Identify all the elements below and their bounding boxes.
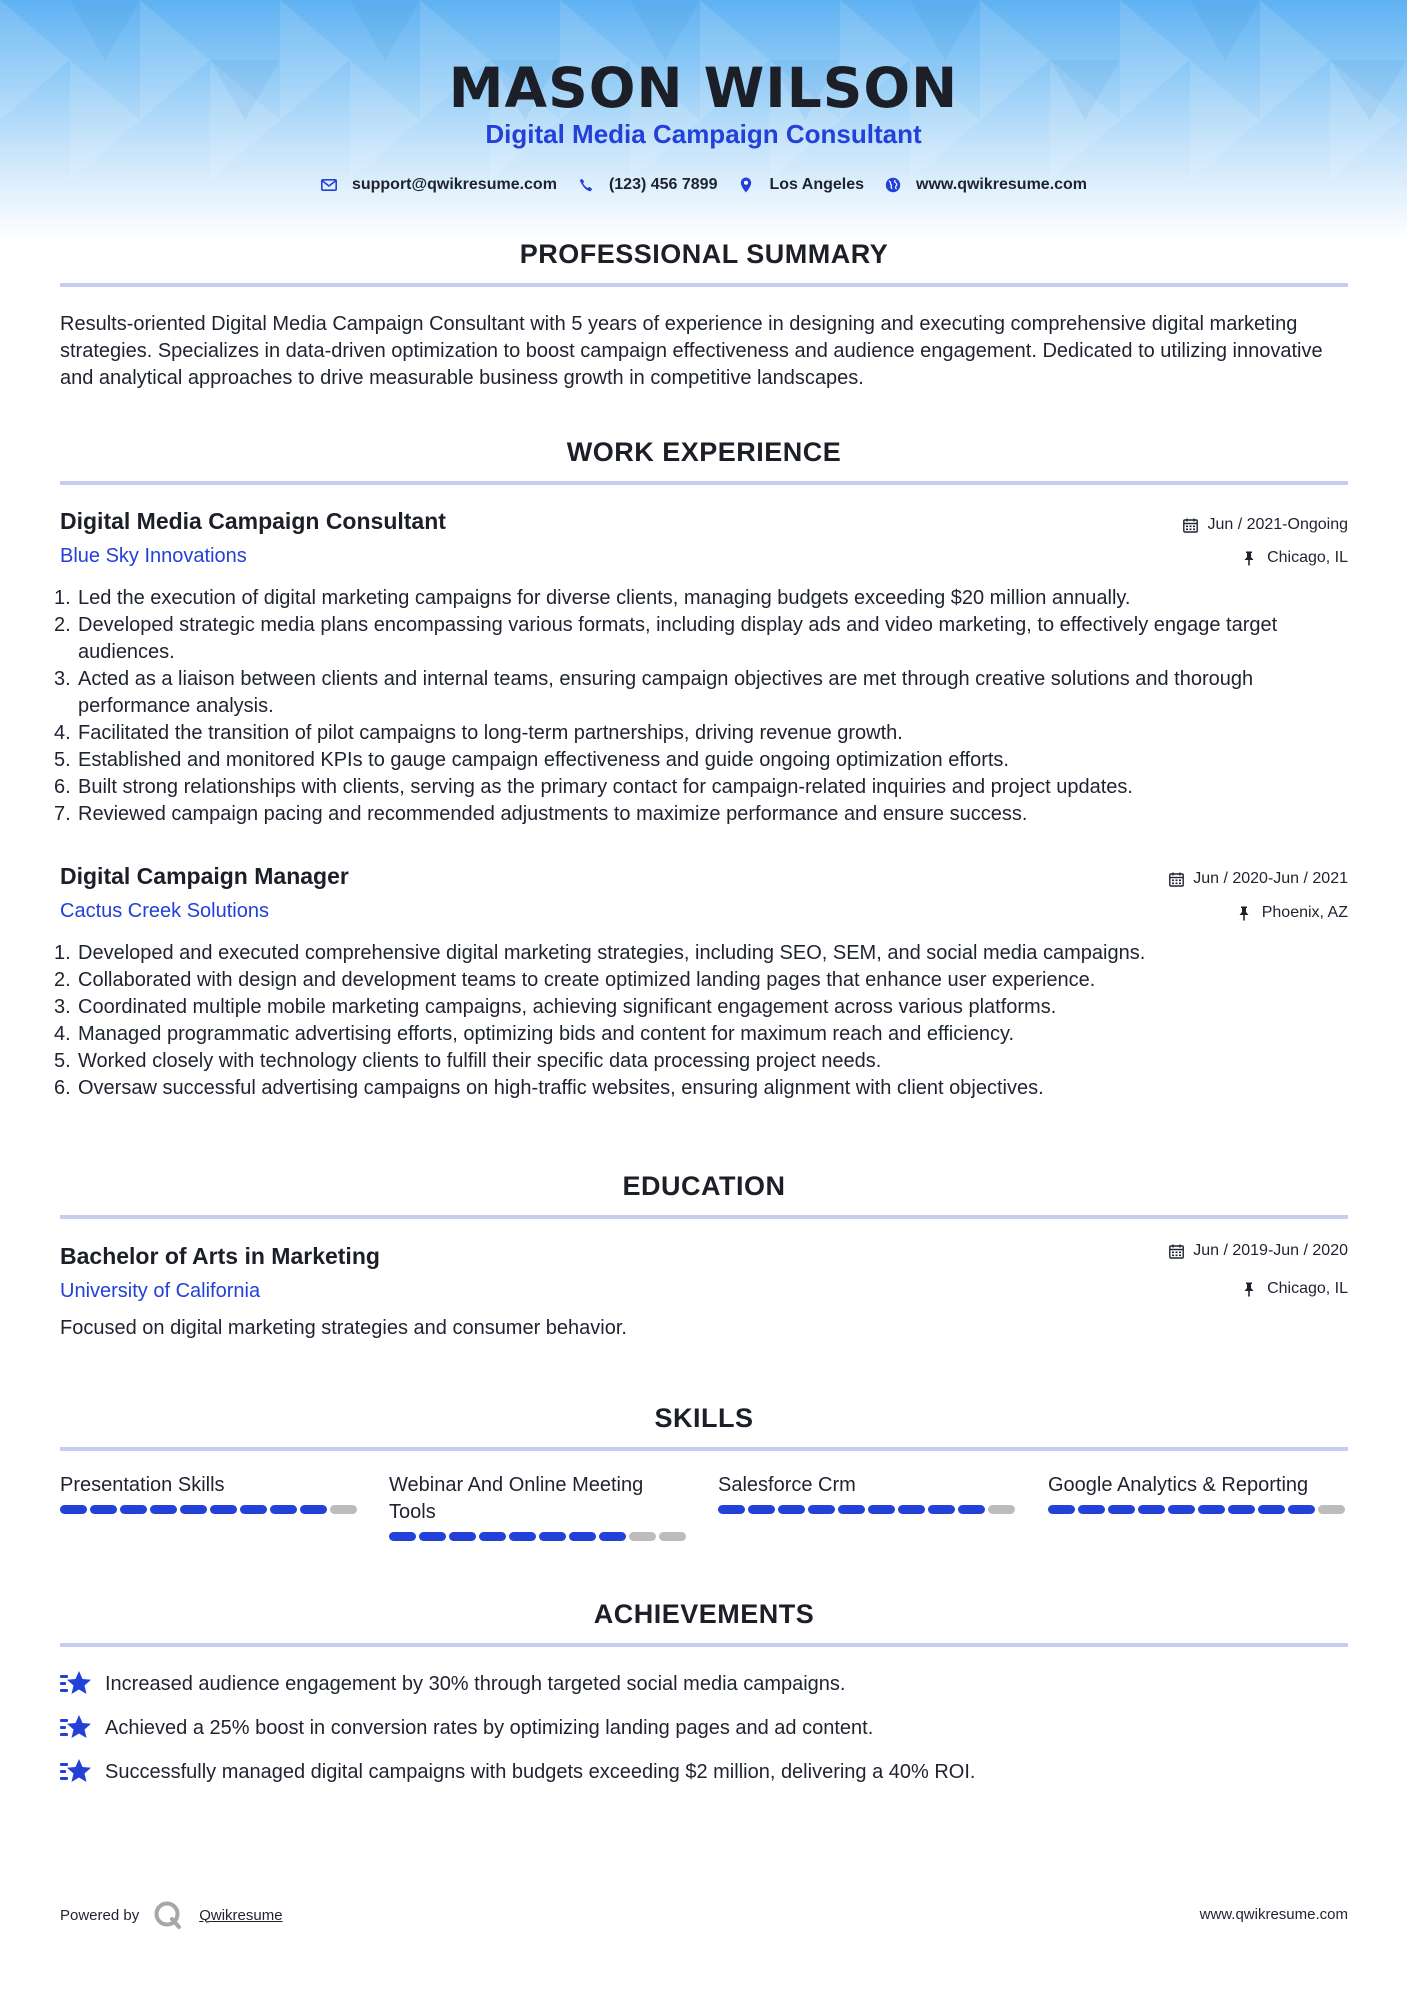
skill-segment-filled	[1108, 1505, 1135, 1514]
achievement-item	[60, 1714, 1348, 1742]
skill-segment-filled	[1258, 1505, 1285, 1514]
footer-website[interactable]: www.qwikresume.com	[1199, 1906, 1348, 1923]
skill-label: Presentation Skills	[60, 1474, 225, 1496]
experience-heading: WORK EXPERIENCE	[566, 437, 842, 467]
skill-item	[389, 1472, 689, 1541]
job-company: Blue Sky Innovations	[60, 545, 247, 567]
skill-level-bar	[389, 1532, 689, 1541]
skill-segment-filled	[539, 1532, 566, 1541]
achievements-divider	[60, 1643, 1348, 1647]
contact-email[interactable]	[320, 176, 557, 194]
skill-segment-filled	[748, 1505, 775, 1514]
skills-heading: SKILLS	[654, 1403, 754, 1433]
skill-label: Google Analytics & Reporting	[1048, 1474, 1309, 1496]
email-text: support@qwikresume.com	[351, 176, 557, 193]
calendar-icon	[1169, 1243, 1185, 1259]
list-item: 5. Worked closely with technology clients to fulfill their specific data processing project needs.	[54, 1050, 882, 1072]
skill-segment-empty	[988, 1505, 1015, 1514]
globe-icon	[884, 176, 902, 194]
skill-segment-filled	[1168, 1505, 1195, 1514]
skill-item	[60, 1472, 360, 1514]
contact-location	[737, 176, 864, 194]
list-item: 1. Led the execution of digital marketing campaigns for diverse clients, managing budgets exceeding $20 million annually.	[54, 587, 1131, 609]
skill-label: Salesforce Crm	[718, 1474, 856, 1496]
skill-segment-filled	[210, 1505, 237, 1514]
list-item: 4. Facilitated the transition of pilot campaigns to long-term partnerships, driving revenue growth.	[54, 722, 903, 744]
list-item: 4. Managed programmatic advertising efforts, optimizing bids and content for maximum reach and efficiency.	[54, 1023, 1015, 1045]
summary-heading: PROFESSIONAL SUMMARY	[519, 239, 889, 269]
list-item: 3. Coordinated multiple mobile marketing campaigns, achieving significant engagement across various platforms.	[54, 996, 1057, 1018]
skill-segment-filled	[449, 1532, 476, 1541]
achievement-text: Achieved a 25% boost in conversion rates by optimizing landing pages and ad content.	[105, 1716, 874, 1739]
achievement-text: Successfully managed digital campaigns with budgets exceeding $2 million, delivering a 40% ROI.	[105, 1760, 976, 1783]
skill-segment-filled	[90, 1505, 117, 1514]
school-name: University of California	[60, 1280, 261, 1302]
list-item: 6. Oversaw successful advertising campaigns on high-traffic websites, ensuring alignment with client objectives.	[54, 1077, 1044, 1099]
pushpin-icon	[1238, 905, 1254, 921]
summary-divider	[60, 283, 1348, 287]
skill-segment-filled	[419, 1532, 446, 1541]
job-bullet-list	[54, 585, 1348, 828]
skill-segment-filled	[300, 1505, 327, 1514]
education-dates-text: Jun / 2019-Jun / 2020	[1193, 1242, 1348, 1259]
skill-segment-empty	[659, 1532, 686, 1541]
skill-segment-filled	[389, 1532, 416, 1541]
job-location	[1243, 549, 1348, 567]
pushpin-icon	[1243, 550, 1259, 566]
skill-segment-filled	[569, 1532, 596, 1541]
job-company: Cactus Creek Solutions	[60, 900, 269, 922]
footer-powered-by	[60, 1900, 283, 1930]
location-text: Los Angeles	[769, 176, 865, 193]
brand-link[interactable]: Qwikresume	[199, 1906, 283, 1924]
skills-divider	[60, 1447, 1348, 1451]
job-role: Digital Media Campaign Consultant	[60, 508, 446, 534]
skill-segment-filled	[479, 1532, 506, 1541]
skill-level-bar	[1048, 1505, 1348, 1514]
skill-segment-empty	[1318, 1505, 1345, 1514]
phone-icon	[577, 176, 595, 194]
job-location-text: Chicago, IL	[1267, 549, 1348, 566]
skill-segment-filled	[898, 1505, 925, 1514]
contact-bar	[0, 174, 1407, 196]
job-location-text: Phoenix, AZ	[1261, 904, 1348, 921]
powered-by-label: Powered by	[60, 1906, 140, 1924]
achievement-item	[60, 1758, 1348, 1786]
candidate-title: Digital Media Campaign Consultant	[485, 119, 922, 149]
skill-label: Webinar And Online Meeting Tools	[389, 1474, 644, 1523]
contact-phone[interactable]	[577, 176, 718, 194]
envelope-icon	[320, 176, 338, 194]
list-item: 5. Established and monitored KPIs to gauge campaign effectiveness and guide ongoing optimization efforts.	[54, 749, 1009, 771]
education-dates	[1169, 1242, 1348, 1260]
achievement-text: Increased audience engagement by 30% through targeted social media campaigns.	[105, 1672, 846, 1695]
skill-segment-filled	[778, 1505, 805, 1514]
skill-item	[1048, 1472, 1348, 1514]
job-dates-text: Jun / 2020-Jun / 2021	[1193, 870, 1348, 887]
skill-level-bar	[60, 1505, 360, 1514]
list-item: 7. Reviewed campaign pacing and recommended adjustments to maximize performance and ensure success.	[54, 803, 1028, 825]
skill-segment-filled	[60, 1505, 87, 1514]
calendar-icon	[1183, 517, 1199, 533]
summary-text: Results-oriented Digital Media Campaign Consultant with 5 years of experience in designing and executing comprehensive digital marketing strategies. Specializes in data-driven optimization to boost campaign effectiveness and audience engagement. Dedicated to utilizing innovative and analytical approaches to drive measurable business growth in competitive landscapes.	[60, 313, 1323, 389]
skill-segment-filled	[1048, 1505, 1075, 1514]
list-item: 1. Developed and executed comprehensive digital marketing strategies, including SEO, SEM, and social media campaigns.	[54, 942, 1146, 964]
candidate-name: MASON WILSON	[448, 56, 959, 120]
education-divider	[60, 1215, 1348, 1219]
star-icon	[60, 1758, 92, 1786]
skill-segment-filled	[928, 1505, 955, 1514]
skill-segment-filled	[270, 1505, 297, 1514]
achievements-heading: ACHIEVEMENTS	[593, 1599, 815, 1629]
calendar-icon	[1169, 871, 1185, 887]
skill-segment-filled	[240, 1505, 267, 1514]
job-location	[1238, 904, 1348, 922]
list-item: 2. Developed strategic media plans encompassing various formats, including display ads and video marketing, to effectively engage target audiences.	[54, 614, 1278, 663]
skill-segment-filled	[868, 1505, 895, 1514]
skill-segment-filled	[1198, 1505, 1225, 1514]
job-dates-text: Jun / 2021-Ongoing	[1207, 516, 1348, 533]
skill-segment-filled	[1228, 1505, 1255, 1514]
list-item: 2. Collaborated with design and development teams to create optimized landing pages that enhance user experience.	[54, 969, 1096, 991]
skill-item	[718, 1472, 1018, 1514]
skill-segment-filled	[718, 1505, 745, 1514]
experience-divider	[60, 481, 1348, 485]
skill-segment-filled	[150, 1505, 177, 1514]
qwikresume-logo-icon	[153, 1900, 183, 1930]
skill-segment-filled	[509, 1532, 536, 1541]
skill-segment-filled	[1288, 1505, 1315, 1514]
list-item: 3. Acted as a liaison between clients and internal teams, ensuring campaign objectives are met through creative solutions and thorough performance analysis.	[54, 668, 1254, 717]
education-location	[1243, 1280, 1348, 1298]
map-pin-icon	[737, 176, 755, 194]
list-item: 6. Built strong relationships with clients, serving as the primary contact for campaign-related inquiries and project updates.	[54, 776, 1133, 798]
skill-segment-filled	[1138, 1505, 1165, 1514]
skill-segment-filled	[808, 1505, 835, 1514]
education-location-text: Chicago, IL	[1267, 1280, 1348, 1297]
skill-segment-empty	[330, 1505, 357, 1514]
skill-segment-filled	[599, 1532, 626, 1541]
job-bullet-list	[54, 940, 1348, 1102]
phone-text: (123) 456 7899	[608, 176, 718, 193]
job-role: Digital Campaign Manager	[60, 863, 349, 889]
website-text: www.qwikresume.com	[916, 176, 1088, 193]
contact-website[interactable]	[884, 176, 1087, 194]
star-icon	[60, 1714, 92, 1742]
job-dates	[1183, 516, 1348, 534]
pushpin-icon	[1243, 1281, 1259, 1297]
skill-segment-filled	[958, 1505, 985, 1514]
education-description: Focused on digital marketing strategies and consumer behavior.	[60, 1317, 627, 1339]
star-icon	[60, 1670, 92, 1698]
education-heading: EDUCATION	[622, 1171, 786, 1201]
degree-title: Bachelor of Arts in Marketing	[60, 1243, 380, 1269]
job-dates	[1169, 870, 1348, 888]
achievement-item	[60, 1670, 1348, 1698]
skill-segment-empty	[629, 1532, 656, 1541]
skill-segment-filled	[120, 1505, 147, 1514]
skill-segment-filled	[180, 1505, 207, 1514]
skill-segment-filled	[1078, 1505, 1105, 1514]
skill-segment-filled	[838, 1505, 865, 1514]
skill-level-bar	[718, 1505, 1018, 1514]
